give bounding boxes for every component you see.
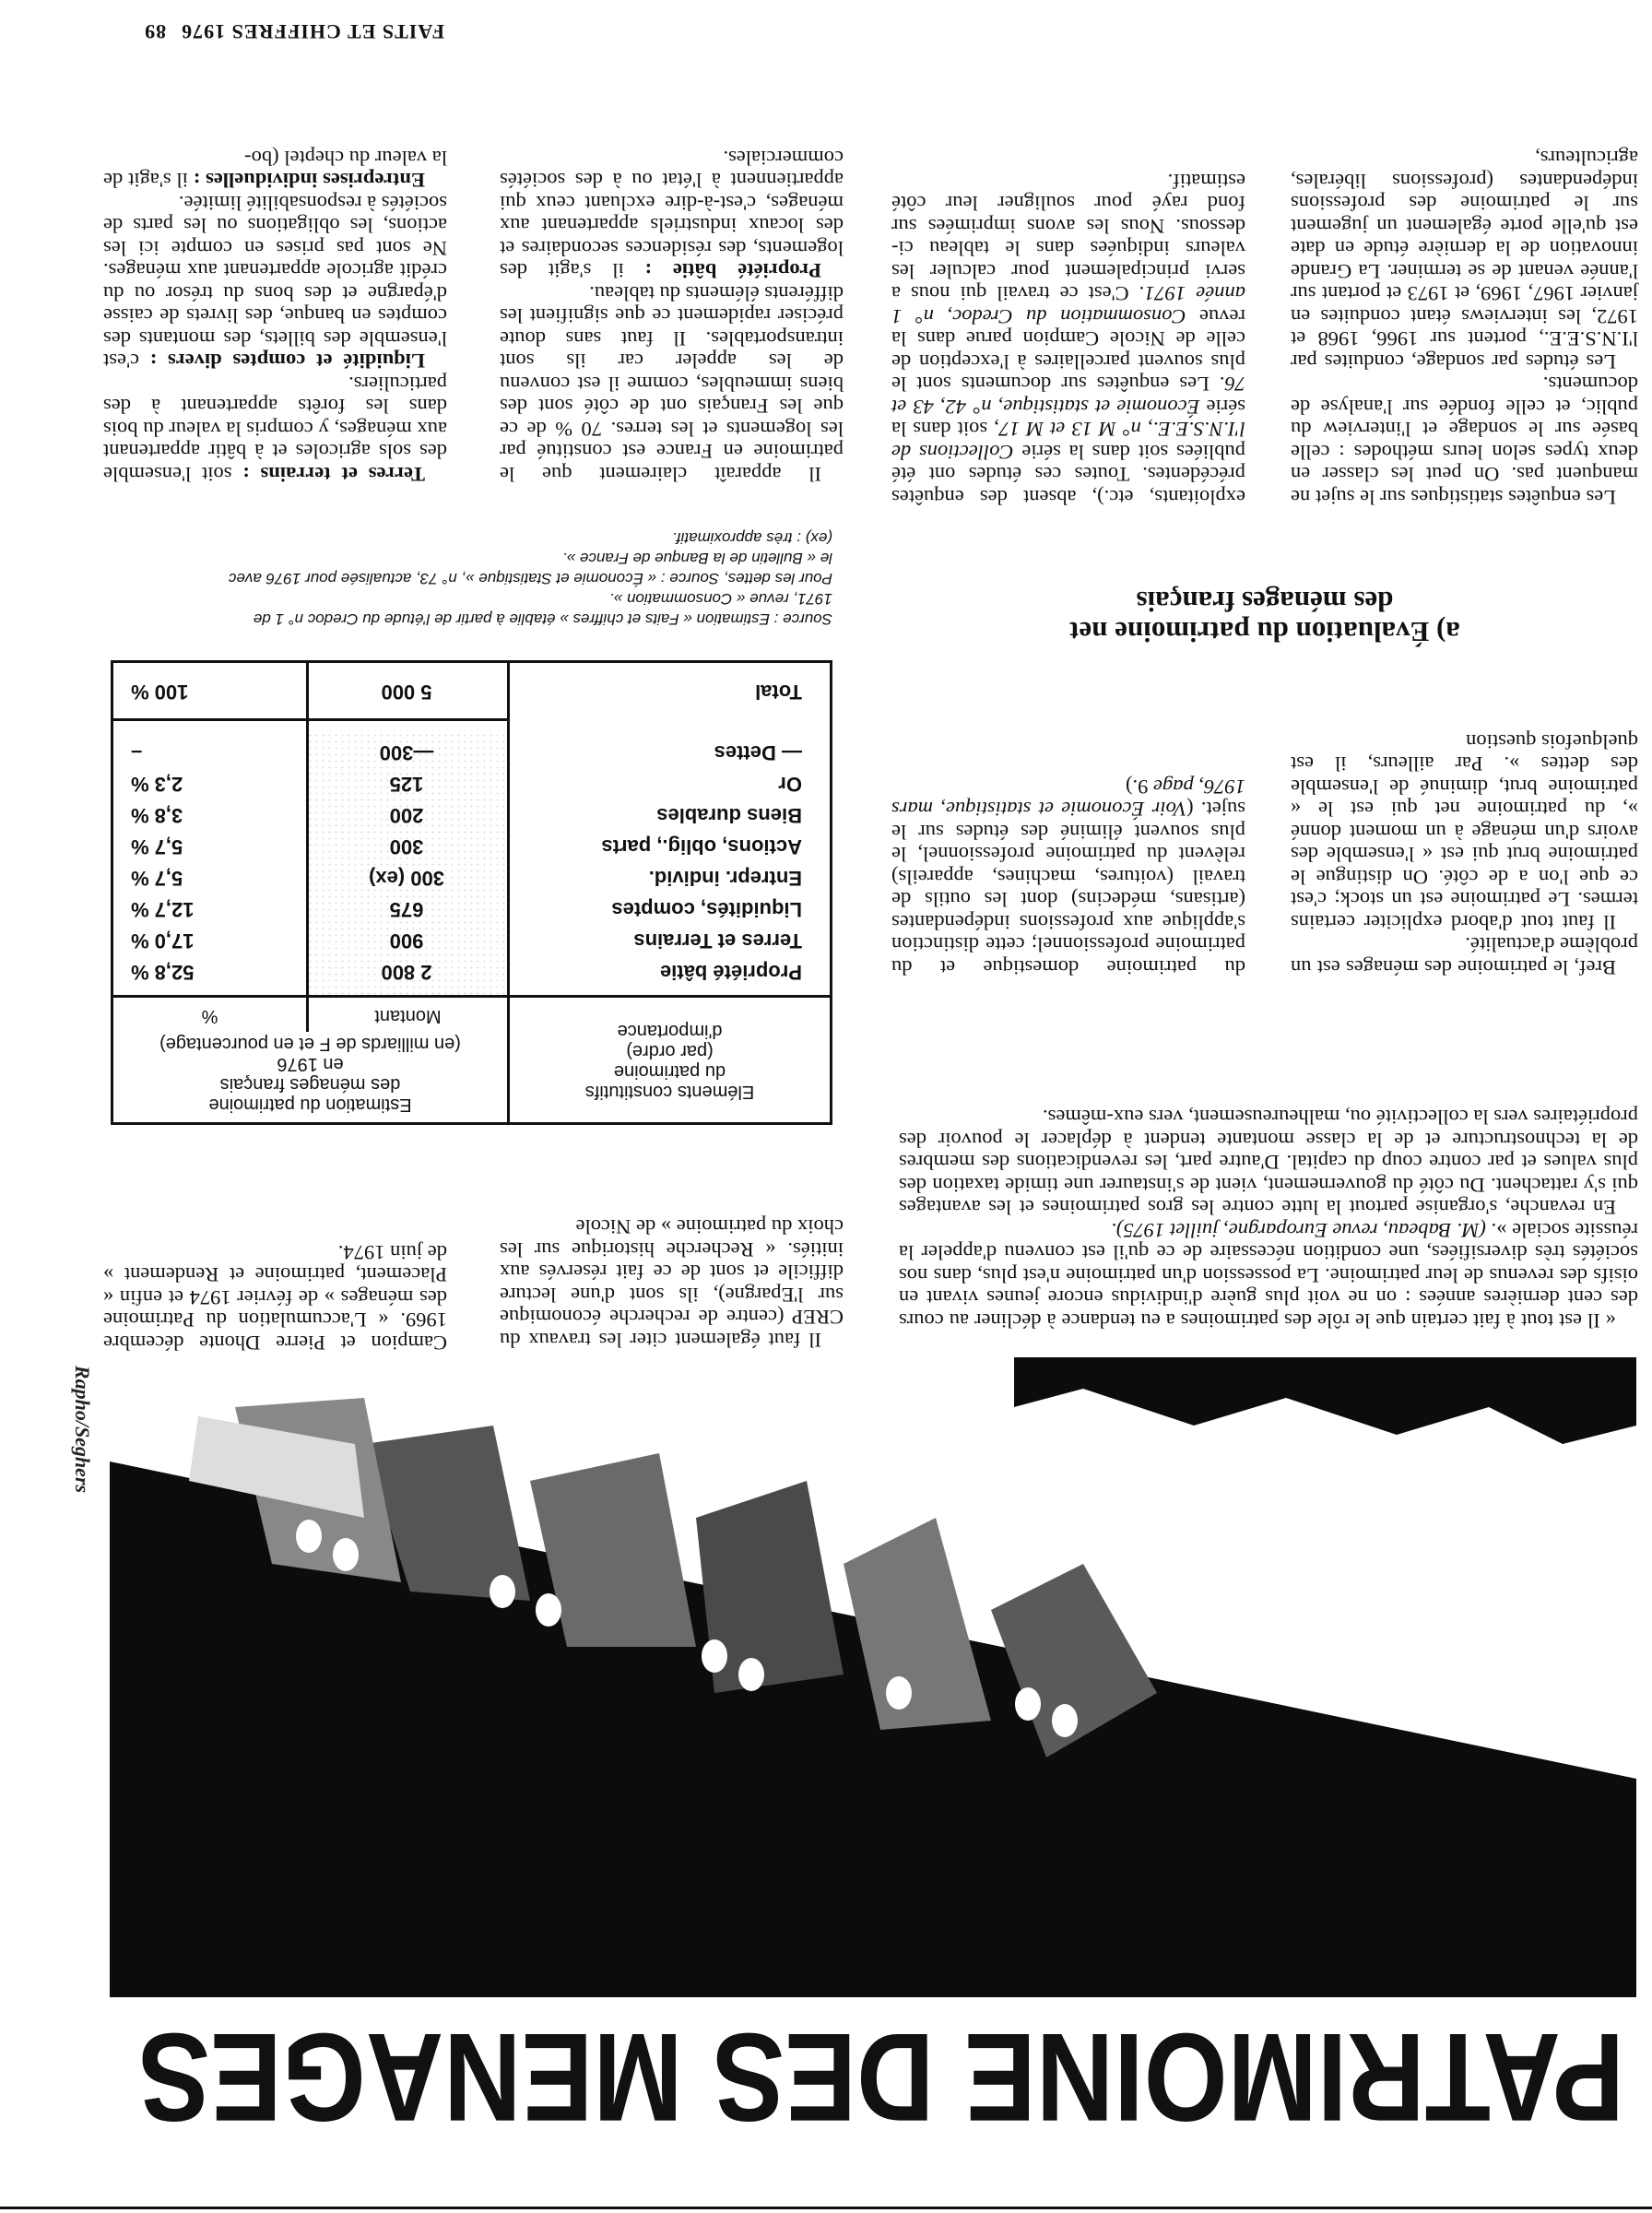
table-row (113, 927, 830, 954)
quote-paragraph (899, 1106, 1638, 1219)
text-run: Il apparaît clairement que le patrimoine en France est constitué par les logements et les terres. 70 % de ce que les Français ont de côté sont des biens immeubles, comme il est convenu de les appeler car ils sont intransportables. Il faut sans doute préciser rapidement ce que signifient les différents éléments du tableau. (500, 282, 844, 486)
row-label: Terres et Terrains (633, 929, 802, 953)
row-label: — Dettes (714, 741, 802, 764)
source-note-line: le « Bulletin de la Banque de France ». (562, 550, 832, 567)
text-run: Il faut tout d'abord expliciter certains termes. Le patrimoine est un stock; c'est ce que l'on a de côté. On distingue le patrimoine brut qui est « l'ensemble des avoirs d'un ménage à un moment donné », du patrimoine net qui est le « patrimoine brut, diminué de l'ensemble des dettes ». Par ailleurs, il est quelquefois question (1291, 730, 1638, 934)
row-label: Propriété bâtie (659, 961, 802, 984)
column-header-amount: Montant (374, 1006, 442, 1026)
row-percent: – (131, 741, 143, 764)
row-label: Biens durables (656, 804, 802, 827)
run-in-heading: Entreprises individuelles : (193, 169, 425, 193)
row-label: Liquidités, comptes (611, 898, 802, 921)
text-run: il s'agit des logements, des résidences secondaires et des locaux industriels appartenant aux ménages, c'est-à-dire excluant ceux qui appartiennent à l'état ou à des sociétés commerciales. (499, 147, 844, 283)
column-3-upper (500, 147, 844, 486)
text-run: « Il est tout à fait certain que le rôle des patrimoines a eu tendance à décliner au cours des cent dernières années : on ne voit plus guère d'individus encore jeunes vivant en oisifs des revenus de leur patrimoine. La possession d'un patrimoine n'est plus, dans nos sociétés très diversifiées, une condition nécessaire de ce qu'il est convenu d'appeler la réussite sociale ». (899, 1219, 1638, 1332)
text-run: soit l'ensemble des sols agricoles et à bâtir appartenant aux ménages, y compris la valeur du bois dans les forêts appartenant à des particuliers. (103, 373, 447, 486)
running-title: FAITS ET CHIFFRES 1976 (181, 20, 444, 43)
row-percent: 17,0 % (131, 929, 195, 953)
column-2-lower (891, 775, 1245, 979)
row-percent: 5,7 % (131, 835, 183, 858)
run-in-heading: Liquidité et comptes divers : (149, 349, 425, 373)
table-row (113, 895, 830, 923)
row-label: Total (755, 680, 802, 704)
text-run: En revanche, s'organise partout la lutte contre les gros patrimoines et les avantages qui s'y rattachent. Du côté du gouvernement, vient de s'instaurer une timide taxation des plus values et par contre coup du capital. D'autre part, les revendications des membres de la technostructure et de la classe montante tendent à déplacer le pouvoir des propriétaires vers la collectivité ou, malheureusement, vers eux-mêmes. (899, 1106, 1638, 1220)
row-amount: 125 (389, 773, 424, 796)
table-row (113, 770, 830, 798)
row-percent: 100 % (131, 680, 189, 704)
row-amount: —300 (379, 741, 434, 764)
italic-text: Consommation du Credoc, n° 1 année 1971 (891, 282, 1245, 328)
row-amount: 2 800 (381, 961, 432, 984)
intro-quote (899, 1106, 1638, 1331)
paragraph (500, 282, 844, 486)
row-amount: 675 (389, 898, 424, 921)
table-total-row (113, 678, 830, 705)
row-label: Actions, oblig., parts (601, 835, 802, 858)
column-header-percent: % (201, 1006, 218, 1026)
row-percent: 52,8 % (131, 961, 195, 984)
table-row (113, 864, 830, 892)
text-run: Les études par sondage, conduites par l'I.N.S.E.E., portent sur 1966, 1968 et 1972, les interviews étant conduites en janvier 1967, 1969, et 1973 et portant sur l'année venant de se terminer. La Grande innovation de la dernière étude en date est qu'elle porte également un jugement sur le patrimoine des professions indépendantes (professions libérales, agriculteurs, (1291, 147, 1638, 373)
run-in-heading: Terres et terrains : (242, 463, 425, 486)
section-heading (891, 586, 1638, 647)
column-4-upper (103, 147, 447, 486)
page-title-text: PATRIMOINE DES MENAGES (138, 2007, 1624, 2148)
photo-hands-banknotes (110, 1357, 1636, 1997)
row-percent: 3,8 % (131, 804, 183, 827)
paragraph (103, 192, 447, 373)
text-run: Il faut également citer les travaux du CREP (centre de recherche économique sur l'Epargne), ils sont d'une lecture difficile et sont de ce fait réservés aux initiés. « Recherche historique sur les choix du patrimoine » de Nicole (500, 1215, 844, 1352)
table-row (113, 833, 830, 860)
row-amount: 5 000 (381, 680, 432, 704)
paragraph (500, 147, 844, 282)
section-heading-line: a) Évaluation du patrimoine net (1069, 616, 1460, 648)
text-run: c'est l'ensemble des billets, des montants des comptes en banque, des livrets de caisse d'épargne et des bons du trésor ou du crédit agricole appartenant aux ménages. Ne sont pas prises en compte ici les actions, les obligations ou les parts de sociétés à responsabilité limitée. (103, 192, 447, 373)
row-amount: 300 (ex) (369, 867, 444, 890)
text-run: il s'agit de la valeur du cheptel (bo- (103, 147, 447, 193)
row-amount: 300 (389, 835, 424, 858)
paragraph (1291, 147, 1638, 373)
table-header-line: en 1976 (277, 1054, 344, 1074)
column-1-upper (1291, 147, 1638, 508)
paragraph (103, 373, 447, 486)
column-1-lower (1291, 730, 1638, 979)
table-source-notes (104, 527, 832, 629)
paragraph (1291, 730, 1638, 934)
text-run: Les enquêtes statistiques sur le sujet ne manquent pas. On peut les classer en deux types selon leurs méthodes : celle basée sur le sondage et l'interview du public, et celle fondée sur l'analyse de documents. (1291, 373, 1638, 509)
table-row (113, 801, 830, 829)
paragraph (1291, 933, 1638, 978)
text-run: , soit dans la série (891, 396, 1245, 442)
table-header-line: (en milliards de F et en pourcentage) (159, 1034, 461, 1054)
run-in-heading: Propriété bâtie : (644, 259, 821, 283)
paragraph (891, 170, 1245, 509)
italic-text: Voir Économie et statistique, mars 1976, page (891, 775, 1245, 822)
patrimoine-estimation-table (111, 660, 832, 1125)
table-header-line: Estimation du patrimoine (208, 1095, 412, 1115)
row-label: Entrepr. individ. (648, 867, 802, 890)
italic-text: Économie et statistique, n° 42, 43 et 76 (891, 373, 1245, 419)
text-run: exploitants, etc.), absent des enquêtes précédentes. Toutes ces études ont été publiées soit dans la série (891, 441, 1245, 509)
source-note-line: Source : Estimation « Faits et chiffres » établie à partir de l'étude du Credoc n° 1 de (253, 610, 832, 628)
row-amount: 200 (389, 804, 424, 827)
text-run: . C'est ce travail qui nous a servi principalement pour calculer les valeurs indiquées dans le tableau ci-dessous. Nous les avons imprimées sur fond rayé pour souligner leur côté estimatif. (891, 170, 1245, 306)
row-label: Or (778, 773, 802, 796)
paragraph (891, 775, 1245, 979)
table-header-line: Eléments constitutifs (584, 1082, 755, 1102)
text-run: . Les enquêtes sur documents sont le plus souvent parcellaires à l'exception de celle de Nicole Campion parue dans la revue (891, 305, 1245, 396)
paragraph (1291, 373, 1638, 508)
paragraph (103, 1241, 447, 1355)
row-amount: 900 (389, 929, 424, 953)
table-header-line: (par ordre) (626, 1041, 714, 1061)
column-4-lower (103, 1241, 447, 1355)
row-percent: 2,3 % (131, 773, 183, 796)
table-header-estimation (113, 1034, 507, 1115)
table-header-line: des ménages français (219, 1074, 401, 1095)
column-2-upper (891, 170, 1245, 509)
source-note-line: Pour les dettes, Source : « Économie et Statistique », n° 73, actualisée pour 1976 avec (228, 570, 832, 587)
italic-text: (M. Babeau, revue Europargne, juillet 1975). (1111, 1219, 1487, 1242)
paragraph (500, 1215, 844, 1351)
page-number: 89 (144, 20, 167, 43)
text-run: Bref, le patrimoine des ménages est un problème d'actualité. (1291, 933, 1638, 979)
row-percent: 5,7 % (131, 867, 183, 890)
table-row (113, 958, 830, 986)
italic-text: Collections de l'I.N.S.E.E., n° M 13 et M 17 (891, 418, 1245, 464)
paragraph (103, 147, 447, 192)
photo-credit: Rapho/Seghers (71, 1365, 94, 1494)
table-header-elements (510, 1021, 830, 1102)
running-footer (94, 20, 444, 42)
row-percent: 12,7 % (131, 898, 195, 921)
text-run: Campion et Pierre Dhonte décembre 1969. « L'accumulation du Patrimoine des ménages » de février 1974 et enfin « Placement, patrimoine et Rendement » de juin 1974. (103, 1241, 447, 1355)
text-run: 9.) (1126, 775, 1153, 799)
table-header-line: du patrimoine (613, 1061, 726, 1082)
source-note-line: (ex) : très approximatif. (672, 529, 832, 547)
text-run: du patrimoine domestique et du patrimoine professionnel; cette distinction s'applique aux professions indépendantes (artisans, médecins) dont les outils de travail (voitures, machines, appareils) relèvent du patrimoine professionnel, le plus souvent éliminé des études sur le sujet. ( (891, 798, 1245, 979)
source-note-line: 1971, revue « Consommation ». (609, 590, 832, 608)
column-3-lower (500, 1215, 844, 1351)
table-row (113, 739, 830, 766)
table-header-line: d'importance (617, 1021, 723, 1041)
top-rule (0, 2207, 1652, 2209)
page-title (124, 2007, 1626, 2148)
section-heading-line: des ménages français (1136, 586, 1394, 618)
quote-paragraph (899, 1219, 1638, 1332)
